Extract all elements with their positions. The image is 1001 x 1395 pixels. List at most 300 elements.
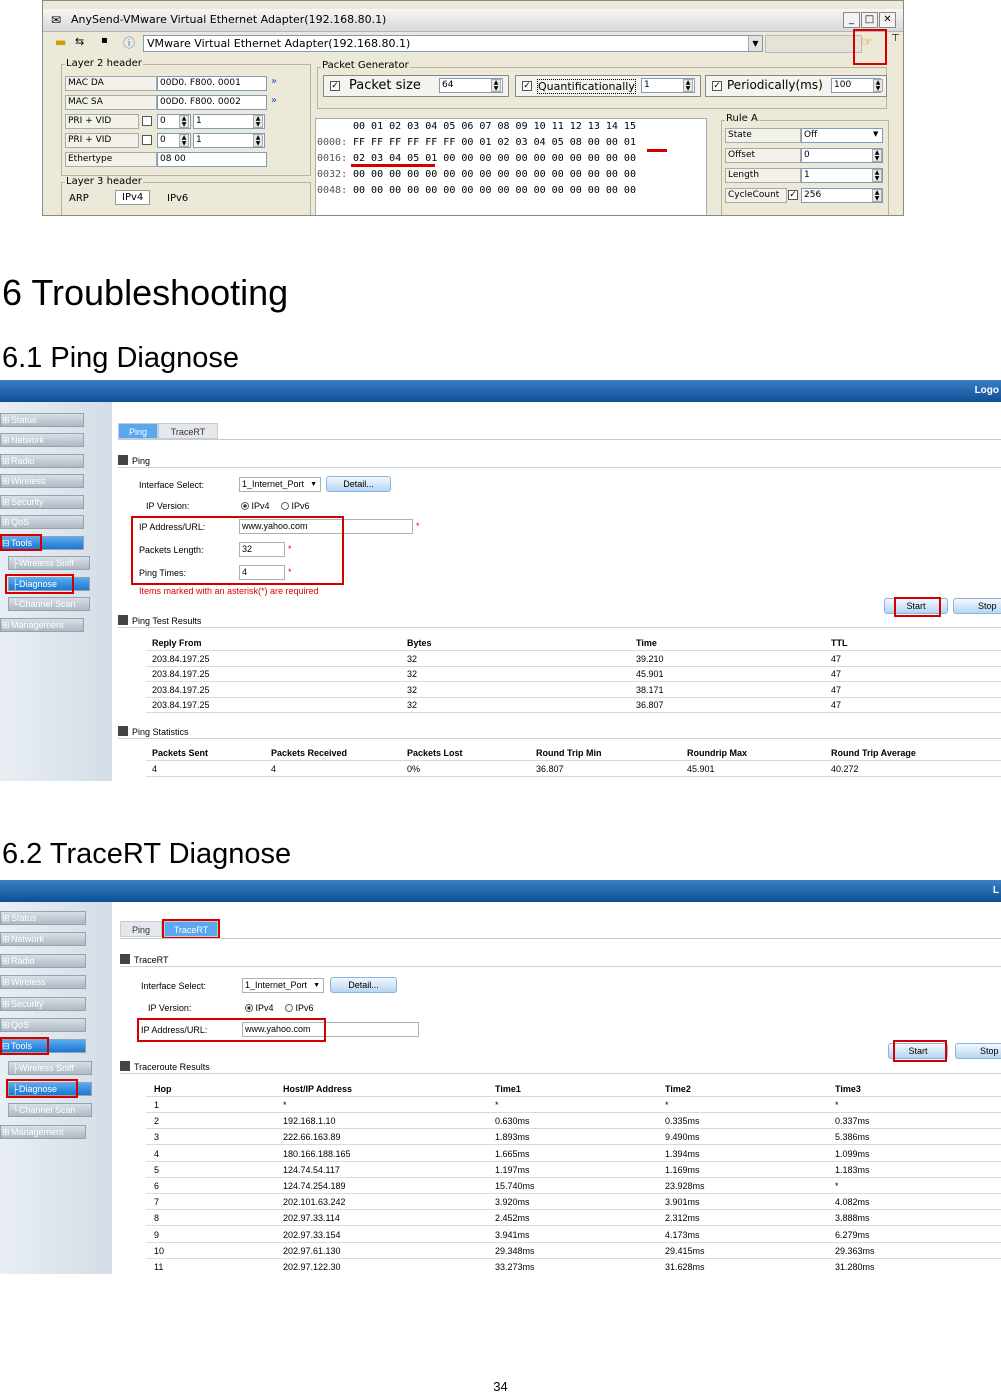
- hex-bytes[interactable]: 00 00 00 00 00 00 00 00 00 00 00 00 00 00 00 00: [353, 185, 636, 196]
- table-cell: *: [283, 1100, 287, 1110]
- ip-address-input[interactable]: www.yahoo.com: [242, 1022, 419, 1037]
- expand-icon: ⊞: [2, 956, 10, 966]
- table-cell: 39.210: [636, 654, 664, 664]
- detail-button[interactable]: Detail...: [326, 476, 391, 492]
- ping-section-title: [118, 454, 1001, 468]
- highlight-box: [131, 516, 344, 585]
- column-header: Packets Sent: [152, 748, 209, 758]
- ipv4-label: IPv4: [255, 1003, 274, 1013]
- required-asterisk: *: [416, 521, 420, 531]
- table-cell: 180.166.188.165: [283, 1148, 351, 1159]
- mac-sa-label: MAC SA: [65, 95, 157, 110]
- ethertype-field[interactable]: 08 00: [157, 152, 267, 167]
- expand-icon: ⊞: [2, 913, 10, 923]
- anysend-toolbar: [43, 32, 903, 56]
- sidebar-item-label: Channel Scan: [19, 1105, 76, 1115]
- sidebar-item-management[interactable]: [0, 1125, 86, 1139]
- spinner-icon[interactable]: ▲ ▼: [253, 134, 263, 147]
- table-cell: 1.183ms: [835, 1164, 870, 1175]
- hex-offset: 0000:: [317, 137, 348, 148]
- packet-size-checkbox[interactable]: ✓: [331, 81, 339, 91]
- sidebar-item-label: Status: [11, 913, 37, 923]
- table-cell: 2: [154, 1116, 160, 1127]
- sidebar-item-radio[interactable]: [0, 454, 84, 468]
- expand-icon[interactable]: »: [271, 76, 278, 87]
- expand-icon: ⊞: [2, 435, 10, 445]
- spinner-icon[interactable]: ▲ ▼: [179, 115, 189, 128]
- table-cell: 5: [154, 1164, 160, 1175]
- ipv6-radio[interactable]: [281, 501, 310, 511]
- logout-link[interactable]: L: [992, 885, 999, 896]
- layer3-label: Layer 3 header: [66, 176, 142, 187]
- status-field: [765, 35, 862, 53]
- table-cell: 203.84.197.25: [152, 685, 210, 695]
- pri-vid-checkbox[interactable]: [142, 135, 152, 145]
- radio-icon: [245, 1004, 253, 1012]
- table-cell: 202.97.33.114: [283, 1213, 340, 1224]
- table-cell: 0.337ms: [835, 1116, 870, 1127]
- interface-select[interactable]: [242, 978, 324, 993]
- hex-bytes[interactable]: FF FF FF FF FF FF 00 01 02 03 04 05 08 00 00 01: [353, 137, 636, 148]
- table-cell: 202.101.63.242: [283, 1197, 346, 1208]
- close-button[interactable]: ✕: [879, 12, 896, 28]
- tree-branch-icon: └: [12, 1105, 19, 1115]
- hex-offset: 0016:: [317, 153, 348, 164]
- table-cell: 15.740ms: [495, 1181, 535, 1191]
- section-marker-icon: [120, 1061, 130, 1071]
- chevron-down-icon: ▼: [873, 130, 879, 138]
- table-cell: 203.84.197.25: [152, 700, 210, 710]
- subsection-heading: 6.2 TraceRT Diagnose: [2, 838, 292, 870]
- column-header: Host/IP Address: [283, 1084, 353, 1094]
- packets-length-label: Packets Length:: [139, 545, 204, 555]
- table-cell: 4: [152, 764, 158, 774]
- ipv4-radio[interactable]: [241, 501, 270, 511]
- collapse-icon: ⊟: [2, 538, 10, 548]
- vid-field[interactable]: 1: [193, 114, 265, 129]
- ipv6-radio[interactable]: [285, 1003, 314, 1013]
- anysend-window: [42, 0, 904, 216]
- tab-tracert[interactable]: TraceRT: [164, 921, 218, 937]
- table-cell: 0%: [407, 764, 421, 774]
- page-number: 34: [493, 1379, 508, 1394]
- table-cell: 32: [407, 700, 418, 710]
- expand-icon: ⊞: [2, 999, 10, 1009]
- packet-size-input[interactable]: 64: [439, 78, 503, 93]
- interface-select[interactable]: [239, 477, 321, 492]
- row-divider: [146, 1144, 1001, 1145]
- radio-icon: [281, 502, 289, 510]
- sidebar-item-radio[interactable]: [0, 954, 86, 968]
- sidebar-subitem-channel-scan[interactable]: [8, 597, 90, 611]
- required-note: Items marked with an asterisk(*) are required: [139, 586, 319, 596]
- column-header: Bytes: [407, 638, 432, 648]
- pri-vid-label: PRI + VID: [65, 114, 139, 129]
- adapter-select[interactable]: [143, 35, 763, 52]
- row-divider: [146, 1209, 1001, 1210]
- packet-size-label: Packet size: [349, 78, 421, 93]
- spinner-icon[interactable]: ▲ ▼: [872, 169, 882, 182]
- section-marker-icon: [120, 954, 130, 964]
- sidebar-item-wireless[interactable]: [0, 975, 86, 989]
- packets-length-input[interactable]: 32: [239, 542, 285, 557]
- network-icon[interactable]: ⇆: [75, 35, 85, 48]
- row-divider: [146, 697, 1001, 698]
- section-marker-icon: [118, 455, 128, 465]
- open-folder-icon[interactable]: ▬: [55, 35, 67, 49]
- expand-icon[interactable]: »: [271, 95, 278, 106]
- tree-branch-icon: ├: [12, 579, 19, 589]
- section-title-text: Ping Test Results: [132, 616, 202, 626]
- table-cell: 1: [154, 1100, 160, 1110]
- table-cell: 10: [154, 1245, 165, 1256]
- table-cell: 40.272: [831, 764, 859, 774]
- table-cell: 38.171: [636, 685, 664, 695]
- periodic-label: Periodically(ms): [727, 78, 823, 92]
- sidebar-item-security[interactable]: [0, 997, 86, 1011]
- table-cell: 2.452ms: [495, 1213, 530, 1224]
- table-cell: 32: [407, 669, 418, 679]
- sidebar-item-wireless[interactable]: [0, 474, 84, 488]
- table-cell: 192.168.1.10: [283, 1116, 336, 1127]
- row-divider: [146, 776, 1001, 777]
- table-cell: 1.665ms: [495, 1148, 530, 1159]
- highlight-underline: [351, 164, 435, 167]
- sidebar-item-label: Wireless Sniff: [19, 1063, 74, 1073]
- sidebar-item-label: QoS: [11, 1020, 30, 1030]
- sidebar-item-label: Wireless Sniff: [19, 558, 74, 568]
- sidebar-subitem-wireless-sniff[interactable]: [8, 1061, 92, 1075]
- table-cell: 1.099ms: [835, 1148, 870, 1159]
- tab-ping[interactable]: Ping: [120, 921, 162, 937]
- expand-icon: ⊞: [2, 934, 10, 944]
- quant-checkbox[interactable]: ✓: [523, 81, 531, 91]
- ping-statistics-title: [118, 725, 1001, 739]
- sidebar-item-label: Radio: [11, 956, 35, 966]
- quant-label: Quantificationally: [538, 80, 635, 93]
- section-marker-icon: [118, 726, 128, 736]
- sidebar-item-label: Wireless: [11, 476, 46, 486]
- ipv4-label: IPv4: [251, 501, 270, 511]
- expand-icon: ⊞: [2, 476, 10, 486]
- cyclecount-input[interactable]: 256: [801, 188, 883, 203]
- mac-sa-field[interactable]: 00D0. F800. 0002: [157, 95, 267, 110]
- table-cell: 45.901: [687, 764, 715, 774]
- row-divider: [146, 1096, 1001, 1097]
- traceroute-results-title: [120, 1060, 1001, 1074]
- layer2-label: Layer 2 header: [66, 58, 142, 69]
- maximize-button[interactable]: □: [861, 12, 878, 28]
- row-divider: [146, 1161, 1001, 1162]
- table-cell: 4.082ms: [835, 1197, 870, 1208]
- top-bar: [0, 380, 1001, 402]
- row-divider: [146, 1225, 1001, 1226]
- table-cell: 3.888ms: [835, 1213, 870, 1224]
- stop-button[interactable]: Stop: [955, 1043, 1001, 1059]
- highlight-box: [5, 574, 74, 594]
- table-cell: 47: [831, 685, 842, 695]
- rule-label: Rule A: [726, 113, 758, 124]
- hex-offset: 0048:: [317, 185, 348, 196]
- tab-ipv4[interactable]: IPv4: [115, 190, 150, 205]
- table-cell: 33.273ms: [495, 1262, 535, 1272]
- collapse-icon: ⊟: [2, 1041, 10, 1051]
- logout-link[interactable]: Logo: [974, 385, 999, 396]
- table-cell: 32: [407, 685, 418, 695]
- hex-bytes[interactable]: 00 00 00 00 00 00 00 00 00 00 00 00 00 00 00 00: [353, 169, 636, 180]
- periodic-input[interactable]: 100: [831, 78, 881, 93]
- sidebar-item-label: Channel Scan: [19, 599, 76, 609]
- table-cell: 2.312ms: [665, 1213, 700, 1224]
- expand-icon: ⊞: [2, 1020, 10, 1030]
- expand-icon: ⊞: [2, 497, 10, 507]
- tree-branch-icon: ├: [12, 558, 19, 568]
- sidebar-item-status[interactable]: [0, 911, 86, 925]
- table-cell: 31.628ms: [665, 1262, 705, 1272]
- column-header: Roundrip Max: [687, 748, 747, 758]
- table-cell: 203.84.197.25: [152, 654, 210, 664]
- row-divider: [146, 1242, 1001, 1243]
- table-cell: 47: [831, 654, 842, 664]
- ip-address-label: IP Address/URL:: [139, 522, 206, 532]
- sidebar-item-qos[interactable]: [0, 515, 84, 529]
- section-title-text: Ping: [132, 456, 151, 466]
- table-cell: 202.97.122.30: [283, 1262, 341, 1272]
- sidebar-item-label: Security: [11, 497, 44, 507]
- interface-select-value: 1_Internet_Port: [242, 479, 305, 489]
- table-cell: 3: [154, 1132, 160, 1143]
- spinner-icon[interactable]: ▲ ▼: [683, 79, 693, 92]
- spinner-icon[interactable]: ▲ ▼: [872, 189, 882, 202]
- table-cell: 3.920ms: [495, 1197, 530, 1208]
- column-header: Time3: [835, 1084, 861, 1094]
- table-cell: 4: [154, 1148, 160, 1159]
- tab-tracert[interactable]: TraceRT: [158, 423, 218, 439]
- hex-bytes[interactable]: 02 03 04 05 01 00 00 00 00 00 00 00 00 00 00 00: [353, 153, 636, 164]
- table-cell: 3.901ms: [665, 1197, 700, 1208]
- adapter-select-value: VMware Virtual Ethernet Adapter(192.168.80.1): [147, 37, 411, 50]
- table-cell: 36.807: [536, 764, 564, 774]
- periodic-checkbox[interactable]: ✓: [713, 81, 721, 91]
- highlight-box: [0, 534, 42, 551]
- mac-da-field[interactable]: 00D0. F800. 0001: [157, 76, 267, 91]
- table-cell: 0.335ms: [665, 1116, 700, 1127]
- expand-icon: ⊞: [2, 977, 10, 987]
- highlight-box: [137, 1018, 326, 1042]
- table-cell: 124.74.54.117: [283, 1164, 340, 1175]
- expand-icon: ⊞: [2, 1127, 10, 1137]
- sidebar-item-label: Diagnose: [19, 1084, 58, 1094]
- row-divider: [146, 1112, 1001, 1113]
- length-input[interactable]: 1: [801, 168, 883, 183]
- hex-editor[interactable]: [315, 118, 707, 216]
- table-cell: 45.901: [636, 669, 664, 679]
- ipv6-label: IPv6: [295, 1003, 314, 1013]
- sidebar-subitem-wireless-sniff[interactable]: [8, 556, 90, 570]
- subsection-heading: 6.1 Ping Diagnose: [2, 342, 239, 374]
- spinner-icon[interactable]: ▲ ▼: [872, 149, 882, 162]
- start-button[interactable]: Start: [888, 1043, 948, 1059]
- pri-field[interactable]: 0: [157, 114, 191, 129]
- table-cell: 202.97.61.130: [283, 1245, 341, 1256]
- state-select[interactable]: Off: [801, 128, 883, 143]
- table-cell: 47: [831, 669, 842, 679]
- app-icon: ✉: [51, 13, 62, 27]
- interface-label: Interface Select:: [141, 981, 207, 991]
- section-marker-icon: [118, 615, 128, 625]
- mac-da-label: MAC DA: [65, 76, 157, 91]
- table-cell: 1.169ms: [665, 1164, 700, 1175]
- row-divider: [146, 1177, 1001, 1178]
- spinner-icon[interactable]: ▲ ▼: [253, 115, 263, 128]
- tab-arp[interactable]: ARP: [69, 193, 89, 204]
- table-cell: 4: [271, 764, 277, 774]
- ip-address-label: IP Address/URL:: [141, 1025, 208, 1035]
- table-cell: 4.173ms: [665, 1229, 700, 1240]
- state-label: State: [725, 128, 801, 143]
- sidebar-item-label: Status: [11, 415, 37, 425]
- sidebar-item-label: Diagnose: [19, 579, 58, 589]
- anysend-titlebar: [43, 9, 903, 32]
- table-cell: *: [835, 1181, 839, 1191]
- table-cell: 9: [154, 1229, 160, 1240]
- table-cell: 32: [407, 654, 418, 664]
- sidebar-item-qos[interactable]: [0, 1018, 86, 1032]
- stop-button[interactable]: Stop: [953, 598, 1001, 614]
- send-hand-icon[interactable]: ☞: [861, 35, 873, 50]
- column-header: Packets Lost: [407, 748, 463, 758]
- ping-times-input[interactable]: 4: [239, 565, 285, 580]
- tracert-section-title: [120, 953, 1001, 967]
- table-cell: 1.197ms: [495, 1164, 530, 1175]
- table-cell: 29.363ms: [835, 1245, 875, 1256]
- section-heading: 6 Troubleshooting: [2, 272, 289, 313]
- table-cell: 11: [154, 1262, 164, 1272]
- highlight-box: [893, 1040, 947, 1062]
- chevron-down-icon: ▼: [313, 982, 320, 989]
- spinner-icon[interactable]: ▲ ▼: [179, 134, 189, 147]
- column-header: Time2: [665, 1084, 691, 1094]
- sidebar-item-network[interactable]: [0, 932, 86, 946]
- sidebar-item-label: Tools: [11, 538, 33, 548]
- column-header: Packets Received: [271, 748, 348, 758]
- interface-select-value: 1_Internet_Port: [245, 980, 308, 990]
- hex-offset: 0032:: [317, 169, 348, 180]
- tab-divider: [118, 439, 1001, 440]
- pin-icon[interactable]: ⊤: [891, 33, 900, 44]
- ipv6-label: IPv6: [291, 501, 310, 511]
- row-divider: [146, 666, 1001, 667]
- detail-button[interactable]: Detail...: [330, 977, 397, 993]
- sidebar-item-label: Radio: [11, 456, 35, 466]
- table-cell: 47: [831, 700, 842, 710]
- minimize-button[interactable]: _: [843, 12, 860, 28]
- section-title-text: Traceroute Results: [134, 1062, 210, 1072]
- expand-icon: ⊞: [2, 415, 10, 425]
- sidebar-item-management[interactable]: [0, 618, 84, 632]
- spinner-icon[interactable]: ▲ ▼: [491, 79, 501, 92]
- section-title-text: Ping Statistics: [132, 727, 189, 737]
- tab-ping[interactable]: Ping: [118, 423, 158, 439]
- table-cell: 202.97.33.154: [283, 1229, 341, 1240]
- sidebar-item-label: Wireless: [11, 977, 46, 987]
- sidebar-item-label: Security: [11, 999, 44, 1009]
- top-bar: [0, 880, 1001, 902]
- row-divider: [146, 681, 1001, 682]
- tracert-panel: [0, 880, 1001, 1274]
- table-cell: 31.280ms: [835, 1262, 875, 1272]
- column-header: TTL: [831, 638, 848, 648]
- row-divider: [146, 712, 1001, 713]
- required-asterisk: *: [288, 567, 292, 577]
- vid-field[interactable]: 1: [193, 133, 265, 148]
- row-divider: [146, 1193, 1001, 1194]
- table-cell: 8: [154, 1213, 160, 1224]
- sidebar-item-network[interactable]: [0, 433, 84, 447]
- expand-icon: ⊞: [2, 620, 10, 630]
- pri-vid-checkbox[interactable]: [142, 116, 152, 126]
- tree-branch-icon: ├: [12, 1063, 19, 1073]
- save-icon[interactable]: ▪: [101, 35, 108, 46]
- highlight-box: [0, 1037, 49, 1055]
- highlight-box: [853, 29, 887, 65]
- required-asterisk: *: [288, 544, 292, 554]
- table-cell: 203.84.197.25: [152, 669, 210, 679]
- sidebar-item-label: Management: [11, 620, 64, 630]
- ipv4-radio[interactable]: [245, 1003, 274, 1013]
- sidebar-subitem-channel-scan[interactable]: [8, 1103, 92, 1117]
- sidebar-item-label: Tools: [11, 1041, 33, 1051]
- column-header: Time: [636, 638, 657, 648]
- info-icon[interactable]: ⓘ: [123, 36, 136, 50]
- quant-input[interactable]: 1: [641, 78, 695, 93]
- sidebar-item-status[interactable]: [0, 413, 84, 427]
- column-header: Hop: [154, 1084, 172, 1094]
- sidebar-item-label: Network: [11, 435, 45, 445]
- cyclecount-checkbox[interactable]: ✓: [789, 190, 797, 200]
- row-divider: [146, 1258, 1001, 1259]
- hex-column-header: 00 01 02 03 04 05 06 07 08 09 10 11 12 13 14 15: [353, 121, 636, 132]
- spinner-icon[interactable]: ▲ ▼: [873, 79, 883, 92]
- column-header: Time1: [495, 1084, 521, 1094]
- section-title-text: TraceRT: [134, 955, 169, 965]
- sidebar-item-label: QoS: [11, 517, 30, 527]
- anysend-title: AnySend-VMware Virtual Ethernet Adapter(192.168.80.1): [71, 13, 387, 26]
- column-header: Reply From: [152, 638, 202, 648]
- table-cell: 222.66.163.89: [283, 1132, 341, 1143]
- sidebar-item-label: Network: [11, 934, 45, 944]
- tab-ipv6[interactable]: IPv6: [167, 193, 189, 204]
- ping-results-title: [118, 614, 1001, 628]
- expand-icon: ⊞: [2, 517, 10, 527]
- highlight-underline: [647, 149, 667, 152]
- radio-icon: [285, 1004, 293, 1012]
- row-divider: [146, 1128, 1001, 1129]
- table-cell: 36.807: [636, 700, 664, 710]
- pri-field[interactable]: 0: [157, 133, 191, 148]
- sidebar-item-security[interactable]: [0, 495, 84, 509]
- start-button[interactable]: Start: [884, 598, 948, 614]
- ip-address-input[interactable]: www.yahoo.com: [239, 519, 413, 534]
- table-cell: 1.394ms: [665, 1148, 700, 1159]
- radio-icon: [241, 502, 249, 510]
- table-cell: *: [665, 1100, 669, 1110]
- tree-branch-icon: └: [12, 599, 19, 609]
- offset-input[interactable]: 0: [801, 148, 883, 163]
- column-header: Round Trip Min: [536, 748, 602, 758]
- offset-label: Offset: [725, 148, 801, 163]
- column-header: Round Trip Average: [831, 748, 916, 758]
